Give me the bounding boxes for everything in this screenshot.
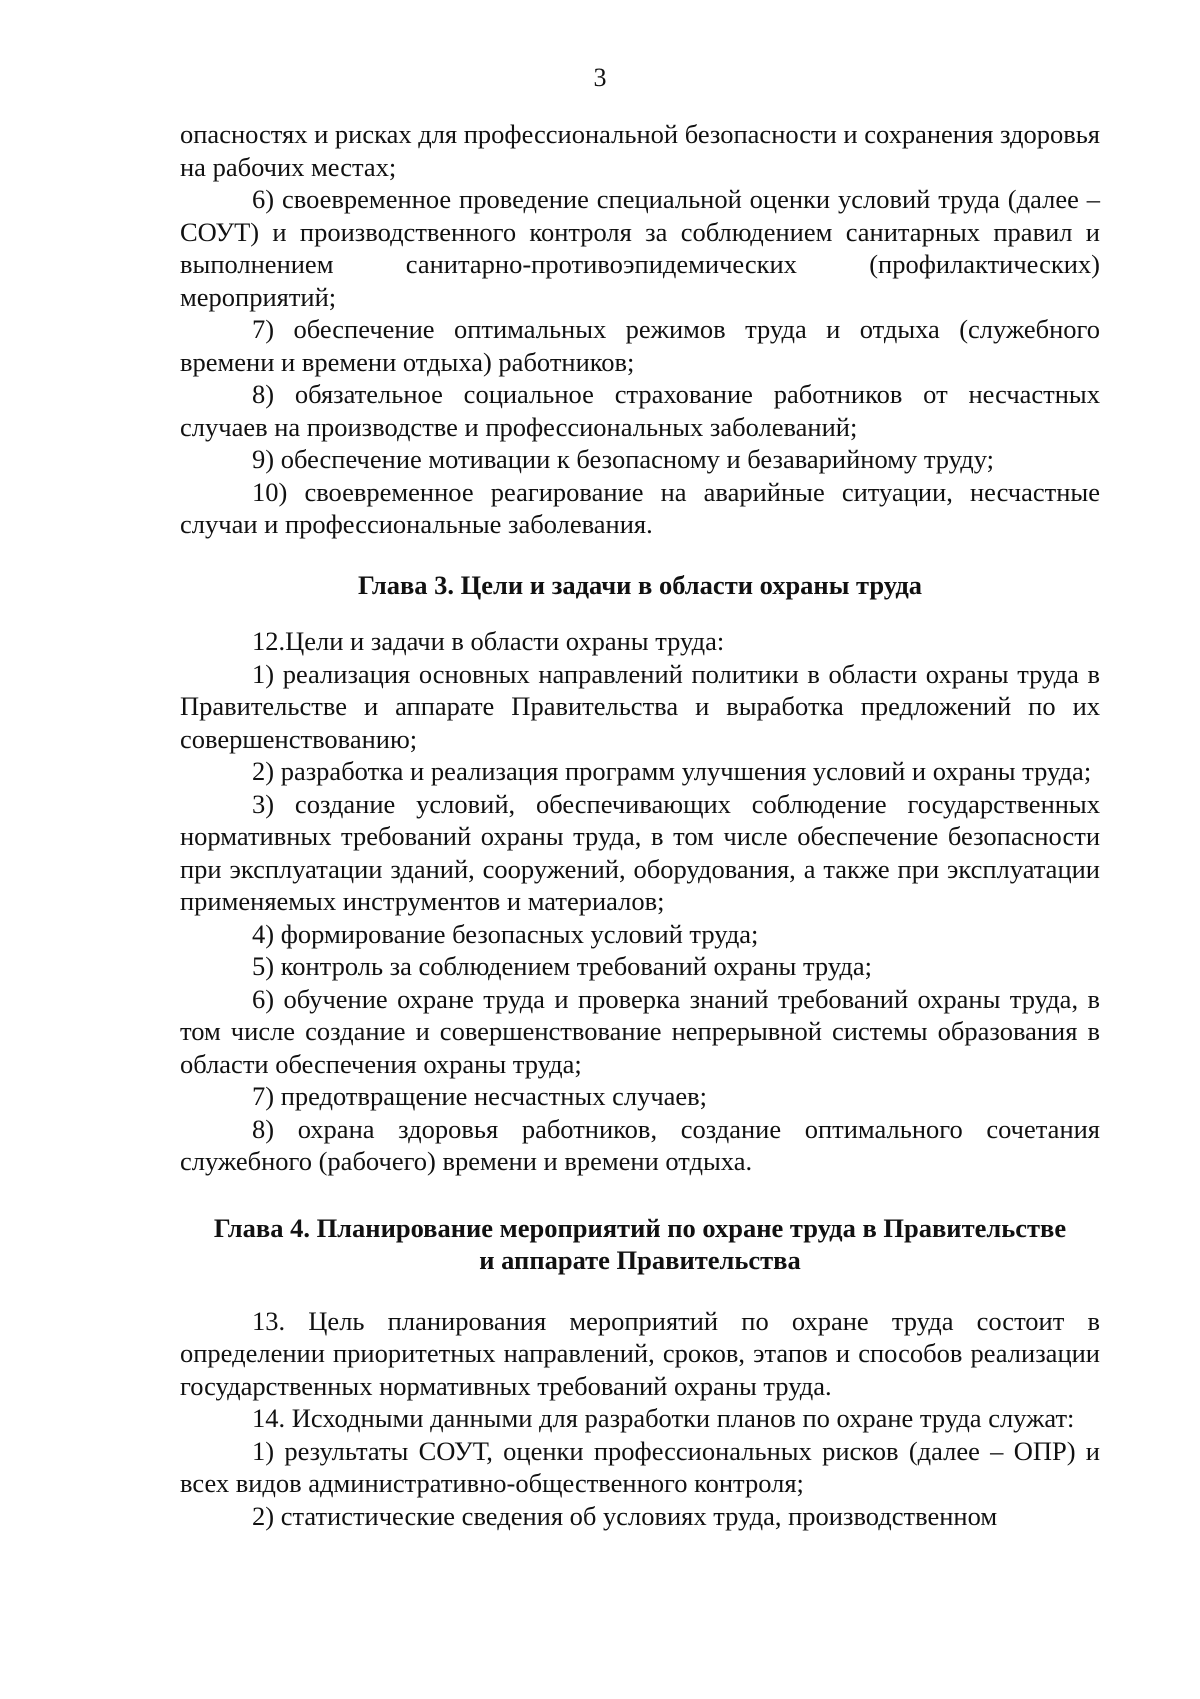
list-item-6: 6) своевременное проведение специальной оценки условий труда (далее – СОУТ) и производственного контроля за соблюдением санитарных правил и выполнением санитарно-противоэпидемических (профилактических) мероприятий; [180, 184, 1100, 312]
goal-item-3: 3) создание условий, обеспечивающих соблюдение государственных нормативных требований охраны труда, в том числе обеспечение безопасности при эксплуатации зданий, сооружений, оборудования, а также при эксплуатации применяемых инструментов и материалов; [180, 788, 1100, 916]
section-13: 13. Цель планирования мероприятий по охране труда состоит в определении приоритетных направлений, сроков, этапов и способов реализации государственных нормативных требований охраны труда. [180, 1305, 1100, 1401]
goal-item-5: 5) контроль за соблюдением требований охраны труда; [252, 951, 872, 981]
goal-item-8: 8) охрана здоровья работников, создание оптимального сочетания служебного (рабочего) времени и времени отдыха. [180, 1113, 1100, 1176]
goal-item-2: 2) разработка и реализация программ улучшения условий и охраны труда; [252, 756, 1092, 786]
list-item-9: 9) обеспечение мотивации к безопасному и безаварийному труду; [252, 444, 994, 474]
chapter-4-heading-line-1: Глава 4. Планирование мероприятий по охране труда в Правительстве [213, 1212, 1067, 1243]
list-item-7: 7) обеспечение оптимальных режимов труда и отдыха (служебного времени и времени отдыха) работников; [180, 314, 1100, 377]
list-item-8: 8) обязательное социальное страхование работников от несчастных случаев на производстве и профессиональных заболеваний; [180, 379, 1100, 442]
source-item-2: 2) статистические сведения об условиях труда, производственном [252, 1500, 998, 1531]
section-12-intro: 12.Цели и задачи в области охраны труда: [252, 626, 725, 656]
paragraph-continuation: опасностях и рисках для профессиональной безопасности и сохранения здоровья на рабочих местах; [180, 119, 1100, 182]
document-body [180, 118, 1100, 1532]
goal-item-1: 1) реализация основных направлений политики в области охраны труда в Правительстве и аппарате Правительства и выработка предложений по их совершенствованию; [180, 658, 1100, 754]
list-item-10: 10) своевременное реагирование на аварийные ситуации, несчастные случаи и профессиональные заболевания. [180, 476, 1100, 539]
goal-item-6: 6) обучение охране труда и проверка знаний требований охраны труда, в том числе создание и совершенствование непрерывной системы образования в области обеспечения охраны труда; [180, 983, 1100, 1079]
chapter-3-heading: Глава 3. Цели и задачи в области охраны труда [358, 569, 922, 600]
goal-item-4: 4) формирование безопасных условий труда; [252, 918, 759, 949]
goal-item-7: 7) предотвращение несчастных случаев; [252, 1081, 708, 1111]
chapter-4-heading-line-2: и аппарате Правительства [479, 1245, 801, 1275]
source-item-1: 1) результаты СОУТ, оценки профессиональных рисков (далее – ОПР) и всех видов административно-общественного контроля; [180, 1435, 1100, 1498]
section-14-intro: 14. Исходными данными для разработки планов по охране труда служат: [252, 1403, 1075, 1433]
page-number: 3 [593, 63, 607, 92]
